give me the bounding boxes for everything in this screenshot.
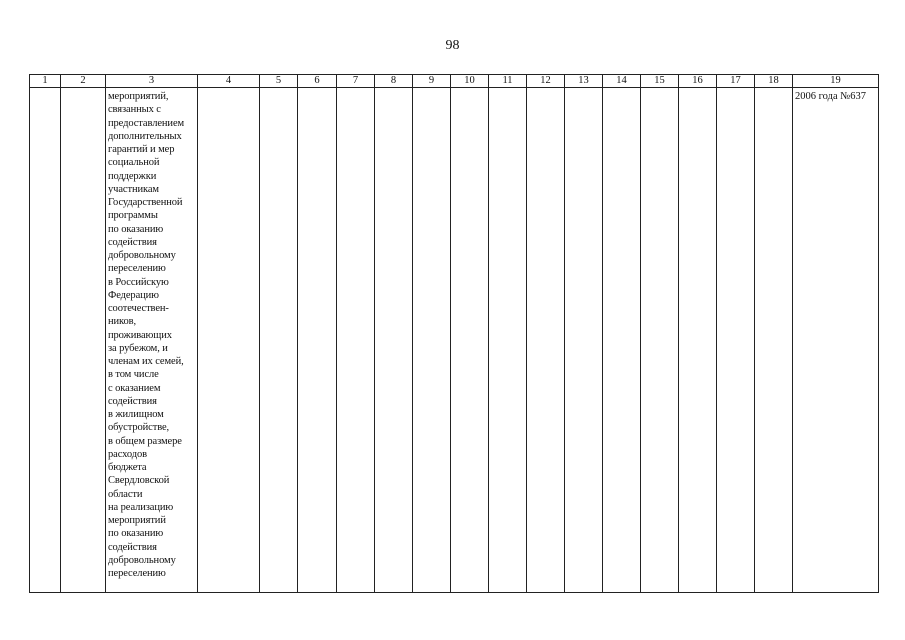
description-line: гарантий и мер bbox=[108, 144, 175, 155]
column-header-11: 11 bbox=[489, 75, 527, 88]
header-row bbox=[30, 75, 879, 88]
cell-col-4 bbox=[198, 88, 260, 593]
column-header-17: 17 bbox=[717, 75, 755, 88]
cell-col-11 bbox=[489, 88, 527, 593]
description-line: членам их семей, bbox=[108, 356, 184, 367]
cell-col-15 bbox=[641, 88, 679, 593]
table-row bbox=[30, 88, 879, 593]
description-line: соотечествен- bbox=[108, 303, 169, 314]
column-header-1: 1 bbox=[30, 75, 61, 88]
description-line: мероприятий, bbox=[108, 91, 169, 102]
column-header-10: 10 bbox=[451, 75, 489, 88]
cell-col-8 bbox=[375, 88, 413, 593]
description-line: бюджета bbox=[108, 462, 147, 473]
description-line: проживающих bbox=[108, 329, 172, 341]
cell-col-6 bbox=[298, 88, 337, 593]
description-line: в том числе bbox=[108, 369, 159, 381]
description-line: связанных с bbox=[108, 104, 161, 116]
cell-col-1 bbox=[30, 88, 61, 593]
description-line: переселению bbox=[108, 568, 166, 579]
column-header-16: 16 bbox=[679, 75, 717, 88]
description-line: переселению bbox=[108, 263, 166, 275]
description-line: предоставлением bbox=[108, 117, 185, 129]
cell-col-13 bbox=[565, 88, 603, 593]
description-line: по оказанию bbox=[108, 528, 164, 540]
column-header-7: 7 bbox=[337, 75, 375, 88]
description-line: расходов bbox=[108, 448, 147, 460]
cell-col-17 bbox=[717, 88, 755, 593]
column-header-12: 12 bbox=[527, 75, 565, 88]
description-line: Свердловской bbox=[108, 475, 170, 487]
description-line: Федерацию bbox=[108, 289, 159, 301]
description-line: содействия bbox=[108, 395, 157, 407]
description-line: за рубежом, и bbox=[108, 342, 168, 354]
cell-col-7 bbox=[337, 88, 375, 593]
column-header-13: 13 bbox=[565, 75, 603, 88]
cell-col-10 bbox=[451, 88, 489, 593]
page-number: 98 bbox=[445, 38, 460, 53]
description-line: поддержки bbox=[108, 170, 157, 182]
cell-col-16 bbox=[679, 88, 717, 593]
column-header-15: 15 bbox=[641, 75, 679, 88]
description-line: добровольному bbox=[108, 250, 176, 261]
description-line: на реализацию bbox=[108, 501, 174, 513]
cell-col-19 bbox=[793, 88, 879, 593]
description-line: ников, bbox=[108, 316, 137, 328]
description-line: с оказанием bbox=[108, 382, 161, 394]
legal-reference: 2006 года №637 bbox=[795, 91, 867, 102]
column-header-4: 4 bbox=[198, 75, 260, 88]
description-line: добровольному bbox=[108, 554, 176, 566]
description-line: в жилищном bbox=[108, 409, 164, 420]
cell-col-9 bbox=[413, 88, 451, 593]
column-header-14: 14 bbox=[603, 75, 641, 88]
description-line: программы bbox=[108, 210, 158, 222]
column-header-5: 5 bbox=[260, 75, 298, 88]
measure-description bbox=[106, 88, 197, 580]
cell-col-3 bbox=[106, 88, 198, 593]
description-line: содействия bbox=[108, 236, 157, 248]
column-header-6: 6 bbox=[298, 75, 337, 88]
description-line: обустройстве, bbox=[108, 422, 170, 434]
description-line: Государственной bbox=[108, 197, 183, 208]
cell-col-12 bbox=[527, 88, 565, 593]
description-line: по оказанию bbox=[108, 223, 164, 235]
description-line: дополнительных bbox=[108, 130, 182, 142]
description-line: мероприятий bbox=[108, 515, 166, 526]
description-line: содействия bbox=[108, 541, 157, 553]
description-line: участникам bbox=[108, 183, 159, 195]
column-header-9: 9 bbox=[413, 75, 451, 88]
cell-col-5 bbox=[260, 88, 298, 593]
description-line: в общем размере bbox=[108, 435, 182, 447]
cell-col-2 bbox=[61, 88, 106, 593]
description-line: социальной bbox=[108, 157, 160, 169]
data-table bbox=[29, 74, 879, 593]
column-header-8: 8 bbox=[375, 75, 413, 88]
cell-col-14 bbox=[603, 88, 641, 593]
description-line: в Российскую bbox=[108, 276, 169, 288]
column-header-18: 18 bbox=[755, 75, 793, 88]
column-header-3: 3 bbox=[106, 75, 198, 88]
cell-col-18 bbox=[755, 88, 793, 593]
description-line: области bbox=[108, 488, 143, 500]
column-header-19: 19 bbox=[793, 75, 879, 88]
column-header-2: 2 bbox=[61, 75, 106, 88]
